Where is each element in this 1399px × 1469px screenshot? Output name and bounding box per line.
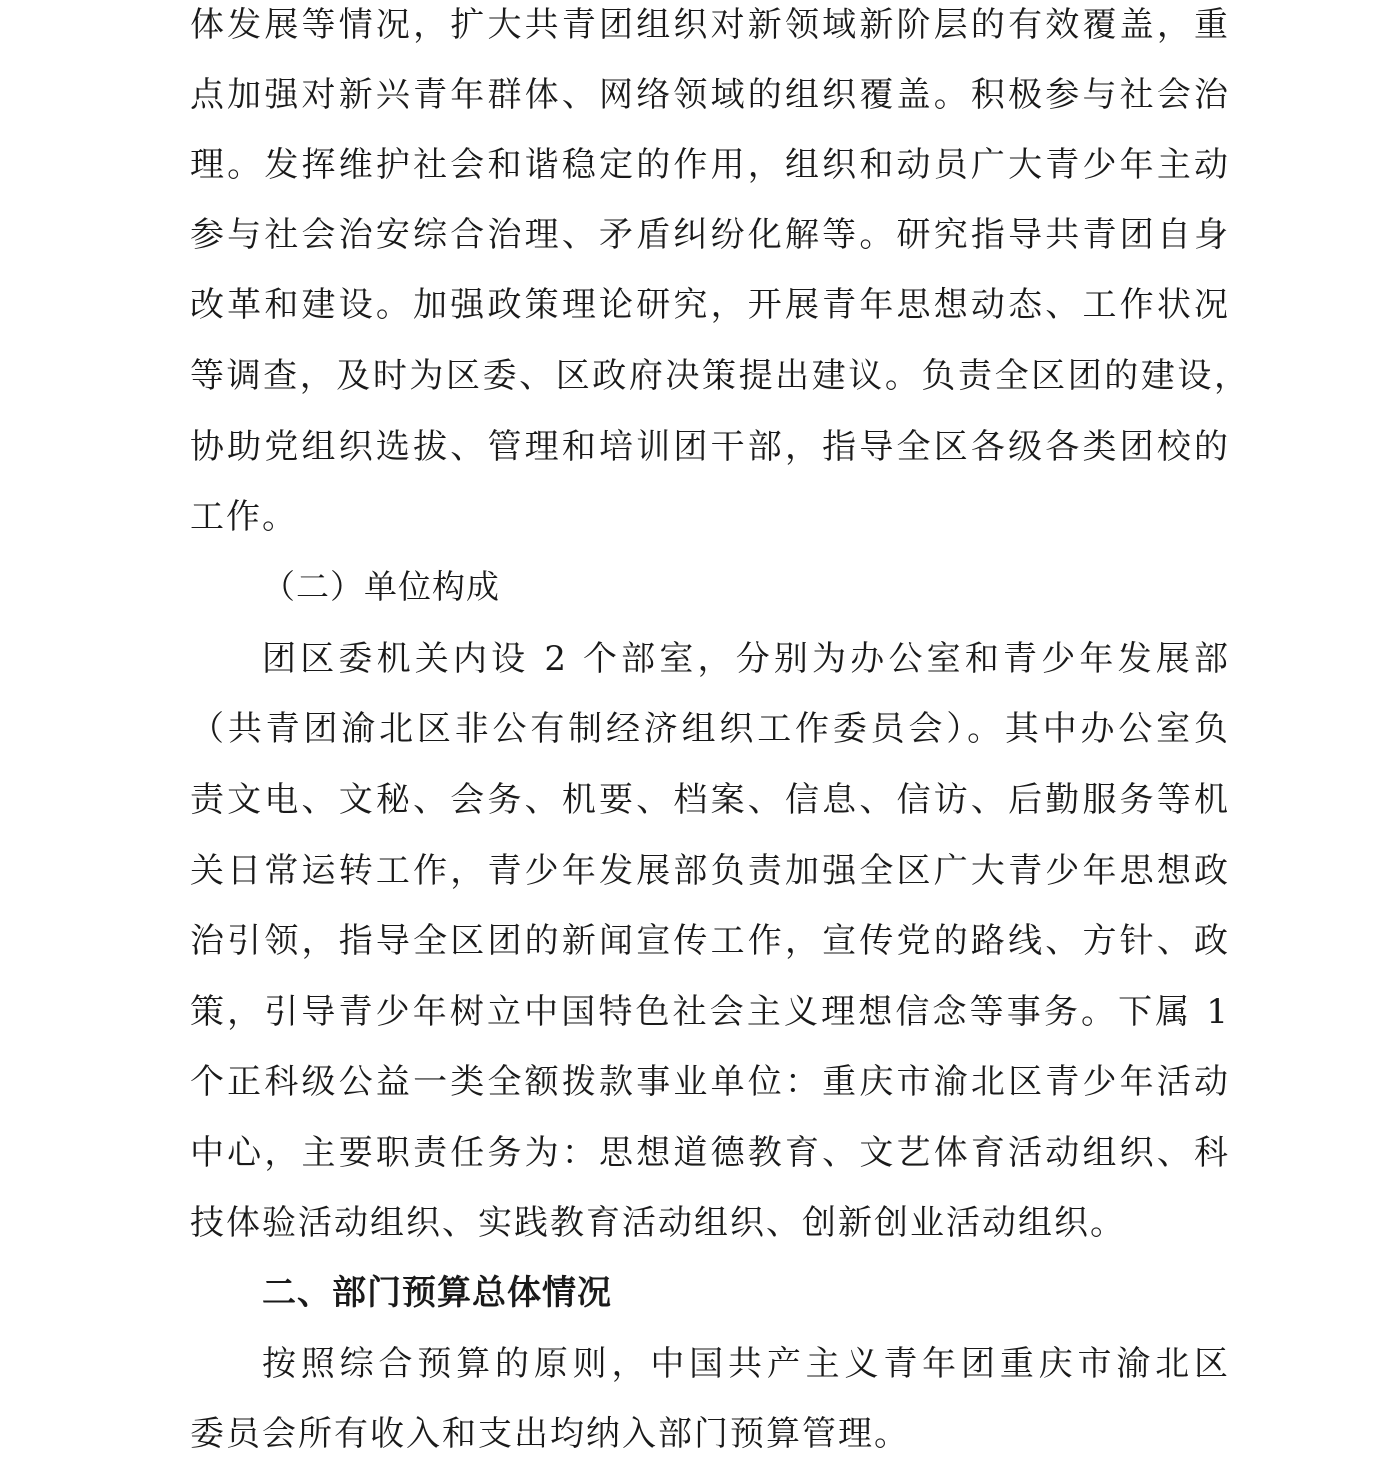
paragraph-line: 改革和建设。加强政策理论研究，开展青年思想动态、工作状况: [190, 285, 1230, 325]
paragraph-line: 策，引导青少年树立中国特色社会主义理想信念等事务。下属 1: [190, 992, 1230, 1032]
section-heading-unit: （二）单位构成: [262, 567, 500, 606]
paragraph-line: 点加强对新兴青年群体、网络领域的组织覆盖。积极参与社会治: [190, 75, 1230, 115]
paragraph-line: 理。发挥维护社会和谐稳定的作用，组织和动员广大青少年主动: [190, 145, 1230, 185]
paragraph-line: 协助党组织选拔、管理和培训团干部，指导全区各级各类团校的: [190, 427, 1230, 467]
paragraph-line: 技体验活动组织、实践教育活动组织、创新创业活动组织。: [190, 1203, 1126, 1243]
paragraph-line: （共青团渝北区非公有制经济组织工作委员会）。其中办公室负: [190, 709, 1230, 749]
paragraph-line: 等调查，及时为区委、区政府决策提出建议。负责全区团的建设，: [190, 356, 1250, 396]
paragraph-line: 委员会所有收入和支出均纳入部门预算管理。: [190, 1414, 910, 1454]
paragraph-line: 个正科级公益一类全额拨款事业单位：重庆市渝北区青少年活动: [190, 1062, 1230, 1102]
paragraph-line: 参与社会治安综合治理、矛盾纠纷化解等。研究指导共青团自身: [190, 215, 1230, 255]
paragraph-line: 责文电、文秘、会务、机要、档案、信息、信访、后勤服务等机: [190, 780, 1230, 820]
paragraph-line: 团区委机关内设 2 个部室，分别为办公室和青少年发展部: [262, 639, 1230, 679]
paragraph-line: 中心，主要职责任务为：思想道德教育、文艺体育活动组织、科: [190, 1133, 1230, 1173]
paragraph-line: 按照综合预算的原则，中国共产主义青年团重庆市渝北区: [262, 1344, 1230, 1384]
paragraph-line: 体发展等情况，扩大共青团组织对新领域新阶层的有效覆盖，重: [190, 5, 1230, 45]
paragraph-line: 治引领，指导全区团的新闻宣传工作，宣传党的路线、方针、政: [190, 921, 1230, 961]
paragraph-line: 工作。: [190, 497, 298, 537]
section-heading-budget: 二、部门预算总体情况: [262, 1273, 612, 1313]
paragraph-line: 关日常运转工作，青少年发展部负责加强全区广大青少年思想政: [190, 851, 1230, 891]
